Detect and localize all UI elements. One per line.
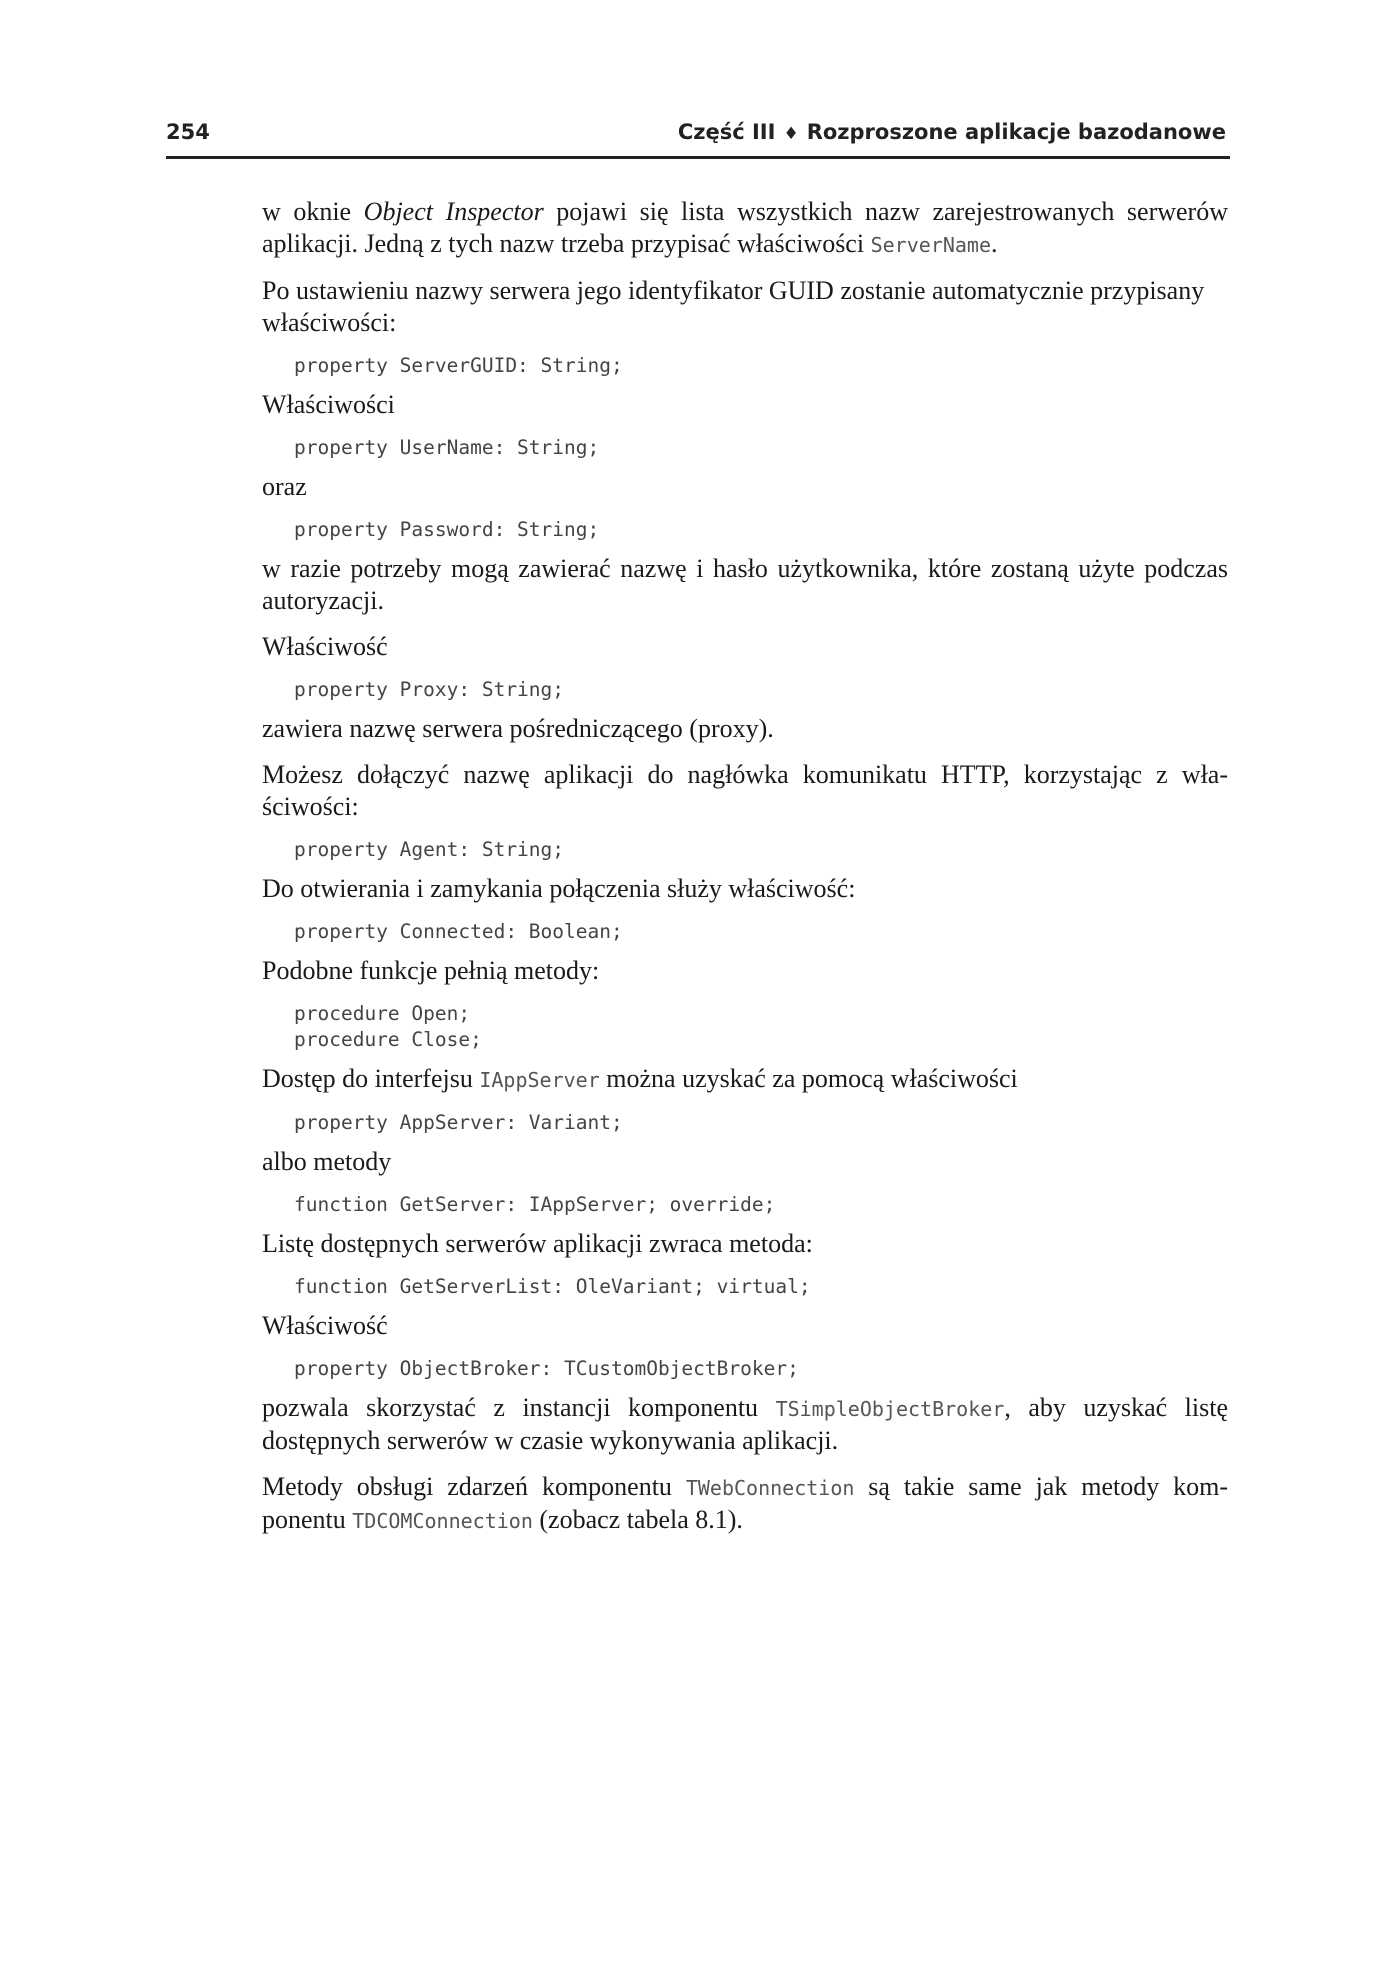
paragraph: Po ustawieniu nazwy serwera jego identyfikator GUID zostanie automatycznie przypisany właściwości: <box>262 276 1205 337</box>
inline-code: ServerName <box>870 233 991 257</box>
paragraph: Dostęp do interfejsu IAppServer można uzyskać za pomocą właściwości <box>262 1064 1018 1093</box>
code-line: property Connected: Boolean; <box>294 920 623 943</box>
paragraph: Metody obsługi zdarzeń komponentu TWebConnection są takie same jak metody kom-ponentu TDCOMConnection (zobacz tabela 8.1). <box>262 1472 1228 1534</box>
code-line: property Agent: String; <box>294 838 565 861</box>
code-line: property UserName: String; <box>294 436 600 459</box>
running-head <box>678 120 1226 144</box>
page-header <box>166 118 1230 159</box>
inline-code: TSimpleObjectBroker <box>775 1397 1005 1421</box>
paragraph: zawiera nazwę serwera pośredniczącego (proxy). <box>262 714 774 743</box>
paragraph: Podobne funkcje pełnią metody: <box>262 956 600 985</box>
inline-code: TWebConnection <box>685 1476 855 1500</box>
code-line: function GetServer: IAppServer; override; <box>294 1193 776 1216</box>
paragraph: Listę dostępnych serwerów aplikacji zwraca metoda: <box>262 1229 813 1258</box>
paragraph: Możesz dołączyć nazwę aplikacji do nagłówka komunikatu HTTP, korzystając z wła-ściwości: <box>262 760 1228 821</box>
inline-code: IAppServer <box>479 1068 600 1092</box>
inline-code: TDCOMConnection <box>352 1509 533 1533</box>
section-title: Rozproszone aplikacje bazodanowe <box>806 120 1226 144</box>
code-line: property ServerGUID: String; <box>294 354 623 377</box>
code-line: property ObjectBroker: TCustomObjectBroker; <box>294 1357 799 1380</box>
page-number: 254 <box>166 120 210 144</box>
code-line: property Proxy: String; <box>294 678 565 701</box>
paragraph: w oknie Object Inspector pojawi się lista wszystkich nazw zarejestrowanych serwerów aplikacji. Jedną z tych nazw trzeba przypisać właściwości ServerName. <box>262 197 1228 258</box>
paragraph: Właściwości <box>262 390 395 419</box>
code-line: property AppServer: Variant; <box>294 1111 623 1134</box>
paragraph: Do otwierania i zamykania połączenia służy właściwość: <box>262 874 856 903</box>
paragraph: oraz <box>262 472 307 501</box>
paragraph: w razie potrzeby mogą zawierać nazwę i hasło użytkownika, które zostaną użyte podczas autoryzacji. <box>262 554 1228 615</box>
code-line: procedure Open; <box>294 1002 471 1025</box>
paragraph: pozwala skorzystać z instancji komponentu TSimpleObjectBroker, aby uzyskać listę dostępnych serwerów w czasie wykonywania aplikacji. <box>262 1393 1228 1455</box>
code-line: property Password: String; <box>294 518 600 541</box>
paragraph: Właściwość <box>262 632 388 661</box>
italic-term: Object Inspector <box>363 197 544 226</box>
paragraph: Właściwość <box>262 1311 388 1340</box>
code-line: procedure Close; <box>294 1028 482 1051</box>
diamond-separator: ♦ <box>783 124 799 144</box>
body-text <box>262 196 1228 1551</box>
paragraph: albo metody <box>262 1147 392 1176</box>
code-line: function GetServerList: OleVariant; virtual; <box>294 1275 811 1298</box>
part-label: Część III <box>677 120 776 144</box>
